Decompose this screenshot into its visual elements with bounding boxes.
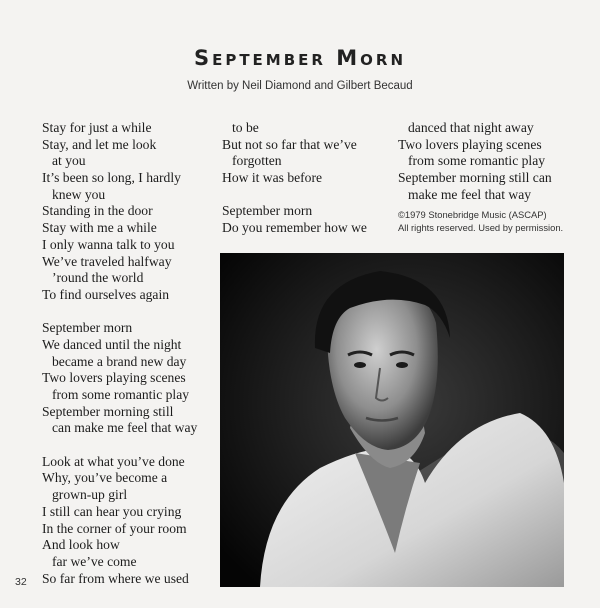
- lyric-line: knew you: [52, 186, 106, 202]
- lyric-line: We’ve traveled halfway: [42, 253, 172, 269]
- lyric-line: ’round the world: [52, 270, 144, 286]
- lyric-line: from some romantic play: [52, 387, 190, 402]
- lyric-line: It’s been so long, I hardly: [42, 170, 181, 186]
- lyric-line: at you: [52, 153, 86, 169]
- lyric-line: Stay with me a while: [42, 220, 157, 236]
- lyric-line: To find ourselves again: [42, 286, 170, 302]
- lyric-line: But not so far that we’ve: [222, 136, 357, 152]
- lyric-line: Why, you’ve become a: [42, 470, 168, 486]
- lyric-line: September morn: [42, 320, 133, 336]
- lyric-line: Do you remember how we: [222, 220, 367, 236]
- lyric-line: Two lovers playing scenes: [42, 370, 186, 386]
- artist-photo: [220, 253, 564, 587]
- song-title: September Morn: [193, 46, 407, 70]
- stanza-gap: [222, 187, 367, 204]
- artist-portrait-image: [220, 253, 564, 587]
- lyric-line: How it was before: [222, 170, 323, 186]
- lyric-line: September morning still can: [398, 170, 552, 186]
- page-number: 32: [15, 576, 27, 588]
- lyric-line: danced that night away: [408, 120, 534, 135]
- lyric-line: Stay for just a while: [42, 120, 152, 135]
- lyric-line: from some romantic play: [408, 153, 546, 169]
- stanza-gap: [42, 437, 197, 454]
- lyric-line: In the corner of your room: [42, 520, 187, 536]
- lyrics-column-2: [222, 120, 367, 237]
- lyrics-column-1: [42, 120, 197, 587]
- lyric-line: can make me feel that way: [52, 420, 198, 436]
- lyric-line: Look at what you’ve done: [42, 453, 185, 469]
- lyric-line: September morning still: [42, 403, 174, 419]
- lyric-line: forgotten: [232, 153, 282, 169]
- lyric-line: So far from where we used: [42, 570, 189, 586]
- stanza-gap: [42, 304, 197, 321]
- lyric-line: And look how: [42, 537, 120, 553]
- lyric-line: to be: [232, 120, 259, 135]
- lyric-line: far we’ve come: [52, 553, 137, 569]
- lyric-line: make me feel that way: [408, 186, 532, 202]
- lyric-line: became a brand new day: [52, 353, 187, 369]
- lyric-line: grown-up girl: [52, 487, 128, 503]
- lyrics-column-3: [398, 120, 552, 203]
- lyric-line: Standing in the door: [42, 203, 153, 219]
- lyric-line: I still can hear you crying: [42, 503, 182, 519]
- rights-line: All rights reserved. Used by permission.: [398, 222, 564, 233]
- songwriter-credits: Written by Neil Diamond and Gilbert Becaud: [187, 80, 413, 92]
- lyric-line: I only wanna talk to you: [42, 236, 175, 252]
- lyric-line: Two lovers playing scenes: [398, 136, 542, 152]
- copyright-line: ©1979 Stonebridge Music (ASCAP): [398, 209, 547, 220]
- lyric-line: We danced until the night: [42, 336, 182, 352]
- lyric-line: Stay, and let me look: [42, 136, 157, 152]
- lyric-line: September morn: [222, 203, 313, 219]
- copyright-notice: [398, 208, 563, 234]
